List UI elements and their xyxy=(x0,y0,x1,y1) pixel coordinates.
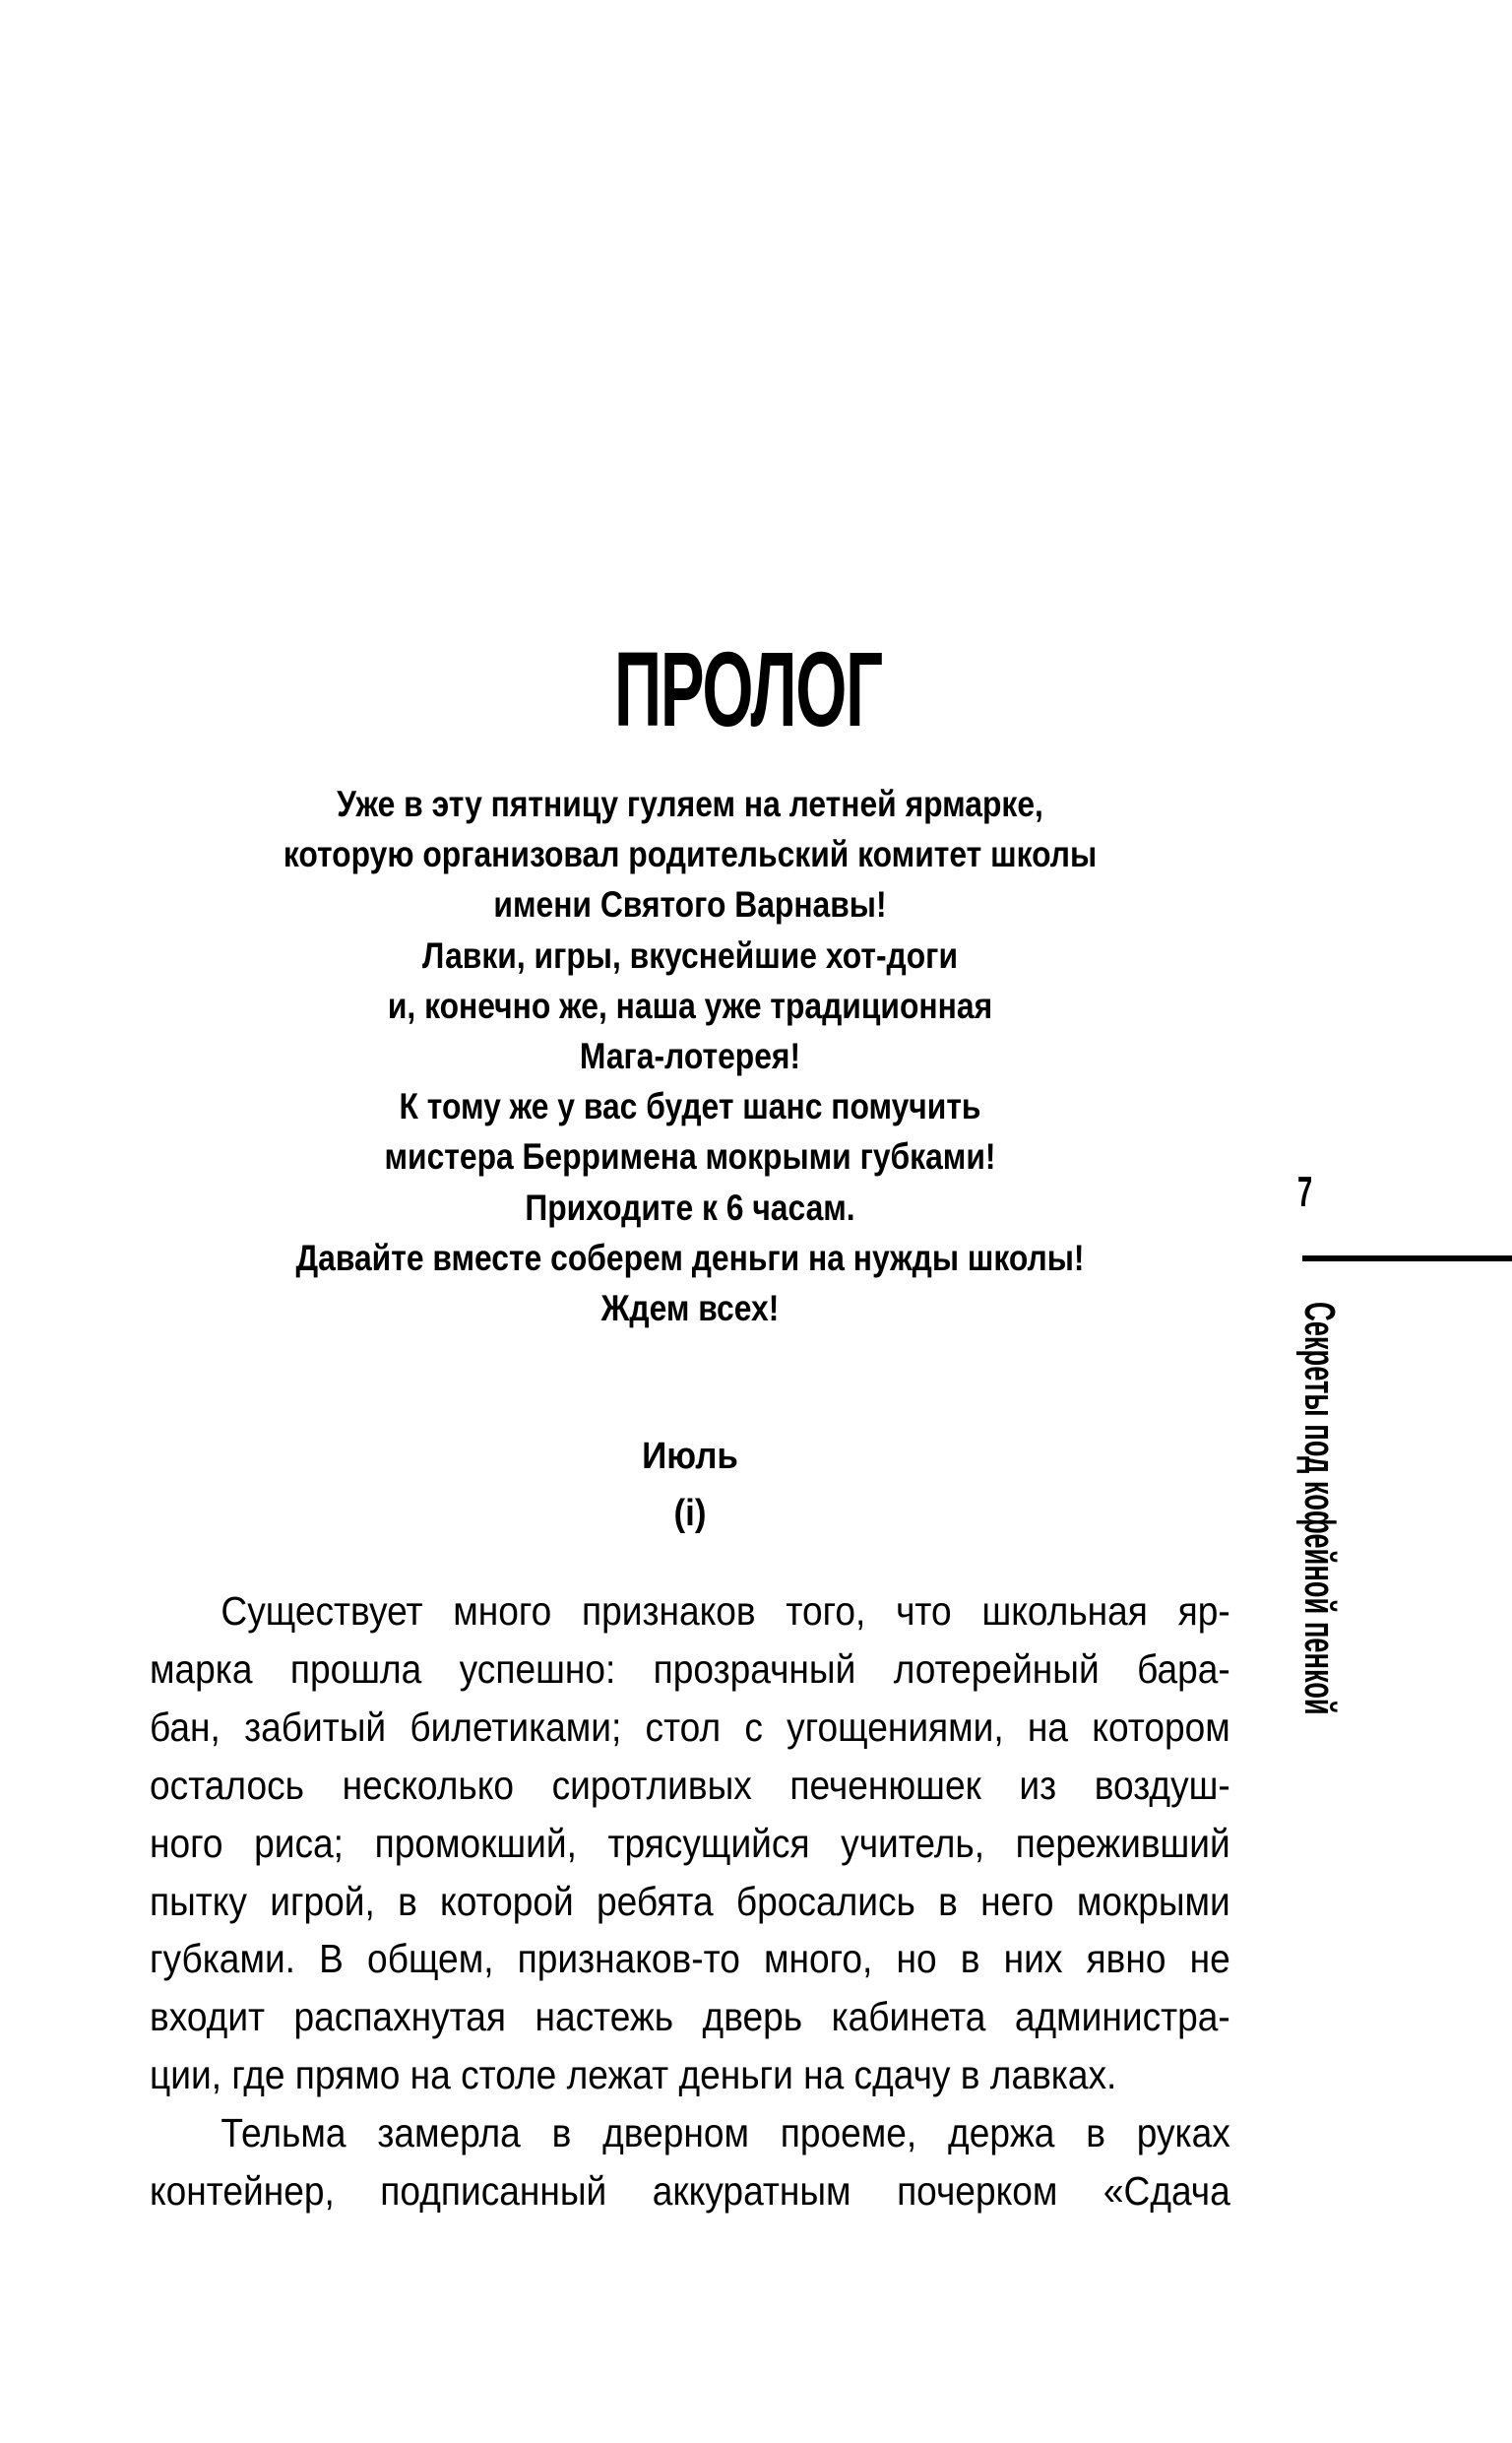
announcement-line: Лавки, игры, вкуснейшие хот-доги xyxy=(421,934,959,976)
paragraph-1-line: марка прошла успешно: прозрачный лотерейный бара- xyxy=(150,1645,1230,1692)
paragraph-1-line: ции, где прямо на столе лежат деньги на сдачу в лавках. xyxy=(150,2052,1117,2098)
announcement-line: Ждем всех! xyxy=(600,1288,780,1329)
section-part: (i) xyxy=(673,1493,707,1534)
announcement-line: Приходите к 6 часам. xyxy=(525,1187,855,1228)
paragraph-1-line: ного риса; промокший, трясущийся учитель, переживший xyxy=(150,1820,1230,1866)
announcement-line: мистера Берримена мокрыми губками! xyxy=(384,1136,996,1178)
folio-divider xyxy=(1302,1255,1512,1261)
paragraph-1-line: бан, забитый билетиками; стол с угощениями, на котором xyxy=(150,1704,1230,1750)
announcement-line: которую организовал родительский комитет школы xyxy=(283,834,1098,875)
paragraph-1-line: осталось несколько сиротливых печенюшек из воздуш- xyxy=(150,1762,1230,1808)
body-text xyxy=(150,1582,1230,2220)
paragraph-1-line: пытку игрой, в которой ребята бросались в него мокрыми xyxy=(150,1878,1230,1924)
paragraph-1-line: губками. В общем, признаков-то много, но в них явно не xyxy=(150,1936,1230,1982)
paragraph-1-line: Существует много признаков того, что школьная яр- xyxy=(220,1588,1230,1634)
announcement-line: Давайте вместе соберем деньги на нужды школы! xyxy=(295,1237,1085,1278)
section-month: Июль xyxy=(642,1436,738,1477)
paragraph-2-line: контейнер, подписанный аккуратным почерком «Сдача xyxy=(150,2168,1230,2215)
running-title-text: Секреты под кофейной пенкой xyxy=(1295,1302,1344,1715)
paragraph-1-line: входит распахнутая настежь дверь кабинета администра- xyxy=(150,1994,1230,2040)
running-title xyxy=(1295,1302,1344,1788)
chapter-title: ПРОЛОГ xyxy=(613,629,882,748)
page-number: 7 xyxy=(1297,1168,1313,1216)
fair-announcement xyxy=(150,779,1230,1333)
announcement-line: имени Святого Варнавы! xyxy=(493,884,887,926)
announcement-line: К тому же у вас будет шанс помучить xyxy=(399,1086,981,1127)
announcement-line: и, конечно же, наша уже традиционная xyxy=(387,985,993,1026)
paragraph-2-line: Тельма замерла в дверном проеме, держа в руках xyxy=(220,2110,1230,2156)
announcement-line: Мага-лотерея! xyxy=(579,1036,801,1077)
section-heading xyxy=(150,1428,1230,1542)
announcement-line: Уже в эту пятницу гуляем на летней ярмарке, xyxy=(337,784,1043,824)
